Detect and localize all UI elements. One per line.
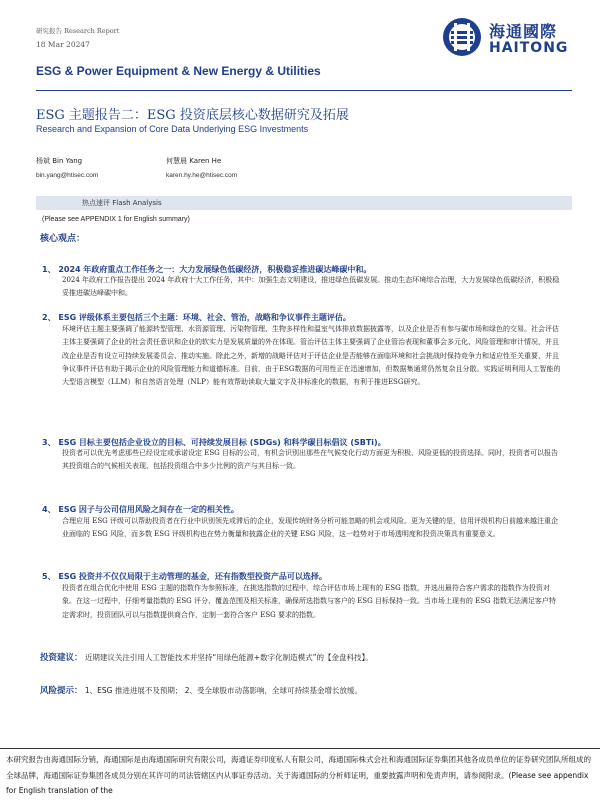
report-date: 18 Mar 20247 bbox=[36, 40, 90, 49]
point-heading: 2、 ESG 评级体系主要包括三个主题：环境、社会、管治，战略和争议事件主题评估。 bbox=[42, 313, 351, 322]
risk-text: 1、ESG 推进进展不及预期； 2、受全球股市动荡影响，全球可持续基金增长放缓。 bbox=[84, 686, 363, 695]
point-heading: 5、 ESG 投资并不仅仅局限于主动管理的基金，还有指数型投资产品可以选择。 bbox=[42, 572, 327, 581]
header-divider bbox=[36, 90, 572, 91]
point-body: 2024 年政府工作报告提出 2024 年政府十大工作任务，其中：加强生态文明建设，推进绿色低碳发展。推动生态环境综合治理，大力发展绿色低碳经济，积极稳妥推进碳达峰碳中和。 bbox=[62, 276, 560, 298]
footer-disclaimer: 本研究报告由海通国际分销，海通国际是由海通国际研究有限公司，海通证券印度私人有限公司，海通国际株式会社和海通国际证券集团其他各成员单位的证券研究团队所组成的全球品牌，海通国际证券集团各成员分别在其许可的司法管辖区内从事证券活动。关于海通国际的分析师证明，重要披露声明和免责声明，请参阅附录。(Please see appendix for English translation of the bbox=[6, 755, 591, 795]
point-heading: 3、 ESG 目标主要包括企业设立的目标、可持续发展目标 (SDGs) 和科学碳目标倡议 (SBTi)。 bbox=[42, 438, 386, 447]
investment-suggestion bbox=[40, 651, 373, 663]
suggestion-label: 投资建议： bbox=[40, 653, 83, 663]
point-body: 投资者在组合优化中使用 ESG 主题的指数作为参照标准，在挑选指数的过程中，综合评估市场上现有的 ESG 指数，并选出最符合客户需求的指数作为投资对象。在这一过程中，仔细考量指数的 ESG 评分、覆盖范围及相关标准，确保所选指数与客户的 ESG 目标保持一致。当市场上现有的 ESG 指数无法满足客户特定需求时，投资团队可以与指数提供商合作，定制一套符合客户 ESG 要求的指数。 bbox=[62, 584, 556, 619]
key-points-heading: 核心观点： bbox=[40, 234, 86, 244]
point-heading: 1、 2024 年政府重点工作任务之一：大力发展绿色低碳经济，积极稳妥推进碳达峰碳中和。 bbox=[42, 265, 372, 274]
author-name: 何慧晨 Karen He bbox=[166, 157, 222, 165]
sector-heading: ESG & Power Equipment & New Energy & Utilities bbox=[36, 64, 321, 78]
report-type-label: 研究报告 Research Report bbox=[36, 27, 120, 35]
report-title-en: Research and Expansion of Core Data Underlying ESG Investments bbox=[36, 124, 309, 134]
point-body: 环境评估主题主要强调了能源转型管理、水资源管理、污染物管理、生物多样性和温室气体排放数据披露等，以及企业是否有参与碳市场和绿色的交易。社会评估主体主要强调了企业的社会责任意识和企业的软实力是发展质量的外在体现。管治评估主体主要强调了企业管治表现和董事会多元化、风险管理和审计情况，并且改企业是否有设立可持续发展委员会、推动实施。除此之外，新增的战略评估对于评估企业是否能够在面临环境和社会挑战时保持竞争力和适应性至关重要，并且争议事件评估有助于揭示企业的风险管理能力和道德标准。目前，由于ESG数据的可用性正在迅速增加，但数据集通常仍然复杂且分散。实践证明利用人工智能的大型语言模型（LLM）和自然语言处理（NLP）能有效帮助读取大量文字及非标准化的数据，有利于推进ESG研究。 bbox=[62, 325, 561, 387]
author-email[interactable]: bin.yang@htisec.com bbox=[36, 172, 99, 179]
suggestion-text: 近期建议关注引用人工智能技术并坚持“用绿色能源+数字化制造模式”的【金盘科技】。 bbox=[84, 653, 373, 662]
footer-divider bbox=[0, 748, 600, 749]
english-summary-note: (Please see APPENDIX 1 for English summary) bbox=[42, 216, 190, 223]
flash-analysis-tag: 热点速评 Flash Analysis bbox=[82, 199, 162, 207]
logo-english-text: HAITONG bbox=[489, 40, 569, 56]
point-heading: 4、 ESG 因子与公司信用风险之间存在一定的相关性。 bbox=[42, 505, 239, 514]
haitong-logo-icon bbox=[442, 17, 482, 57]
point-body: 投资者可以优先考虑那些已经设定或承诺设定 ESG 目标的公司，有机会识别出那些在气候变化行动方面更为积极、风险更低的投资选择。同时，投资者可以报告其投资组合的气候相关表现、包括投资组合中多少比例的资产与其目标一致。 bbox=[62, 449, 558, 471]
report-title-cn: ESG 主题报告二：ESG 投资底层核心数据研究及拓展 bbox=[36, 108, 349, 123]
point-body: 合理应用 ESG 评级可以帮助投资者在行业中识别领先或滞后的企业，发现传统财务分析可能忽略的机会或风险。更为关键的是，信用评级机构日前越来越注重企业面临的 ESG 风险，而多数 ESG 评级机构也在势力衡量和披露企业的关键 ESG 风险，这一趋势对于市场透明度和投资决策具有重要意义。 bbox=[62, 517, 558, 539]
risk-label: 风险提示： bbox=[40, 686, 83, 696]
author-name: 杨斌 Bin Yang bbox=[36, 157, 83, 165]
logo-chinese-text: 海通國際 bbox=[489, 22, 558, 41]
risk-warning bbox=[40, 684, 362, 696]
haitong-logo bbox=[442, 17, 572, 57]
author-email[interactable]: karen.hy.he@htisec.com bbox=[166, 172, 238, 179]
